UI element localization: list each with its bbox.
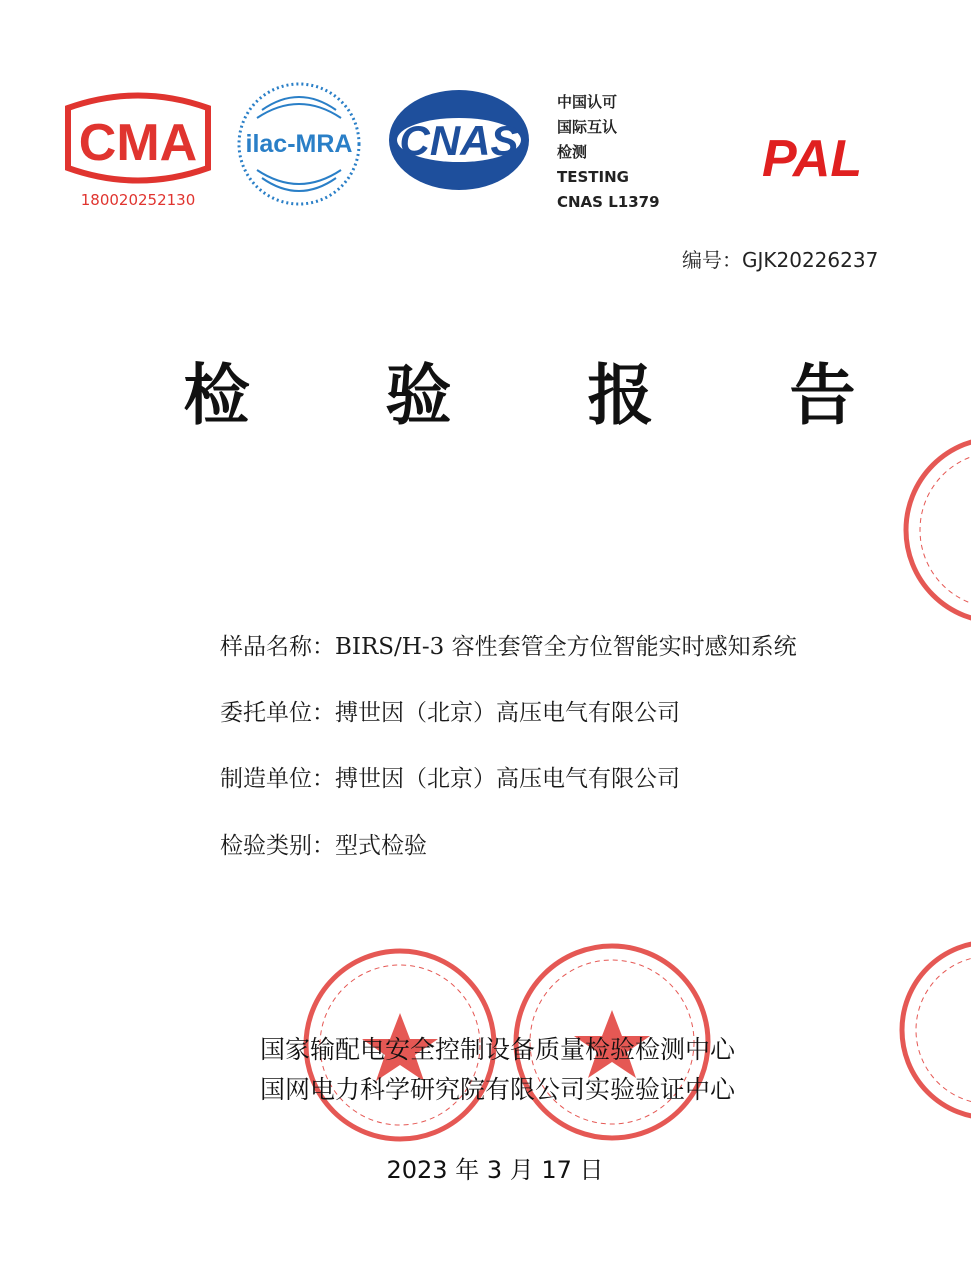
cnas-line: CNAS L1379	[557, 193, 660, 211]
title-char: 检	[183, 357, 318, 434]
ilac-mark: ilac-MRA	[245, 130, 353, 158]
issuing-org-2: 国网电力科学研究院有限公司实验验证中心	[259, 1075, 735, 1104]
cma-logo	[58, 88, 218, 213]
test-type-line: 检验类别：型式检验	[220, 833, 427, 859]
report-title	[0, 342, 971, 437]
title-char: 告	[789, 357, 924, 434]
cnas-accreditation-text	[557, 90, 660, 215]
cnas-logo	[384, 85, 534, 195]
issuing-org-1: 国家输配电安全控制设备质量检验检测中心	[259, 1035, 735, 1064]
title-char: 验	[385, 357, 520, 434]
cnas-line: TESTING	[557, 168, 629, 186]
red-seal-stamp	[898, 430, 971, 630]
cnas-line: 检测	[557, 143, 588, 161]
cma-number: 180020252130	[80, 191, 196, 209]
issue-date: 2023 年 3 月 17 日	[386, 1156, 604, 1184]
cma-mark: CMA	[78, 114, 198, 172]
sample-name-line: 样品名称：BIRS/H-3 容性套管全方位智能实时感知系统	[220, 634, 797, 660]
cnas-mark: CNAS	[399, 117, 519, 164]
cnas-line: 中国认可	[557, 93, 618, 111]
cnas-line: 国际互认	[557, 118, 618, 136]
report-number: 编号：GJK20226237	[682, 248, 879, 272]
title-char: 报	[587, 357, 722, 434]
pal-logo	[760, 128, 890, 188]
ilac-mra-logo	[232, 80, 366, 208]
manufacturer-line: 制造单位：搏世因（北京）高压电气有限公司	[220, 766, 680, 792]
pal-mark: PAL	[762, 130, 863, 188]
client-line: 委托单位：搏世因（北京）高压电气有限公司	[220, 700, 680, 726]
